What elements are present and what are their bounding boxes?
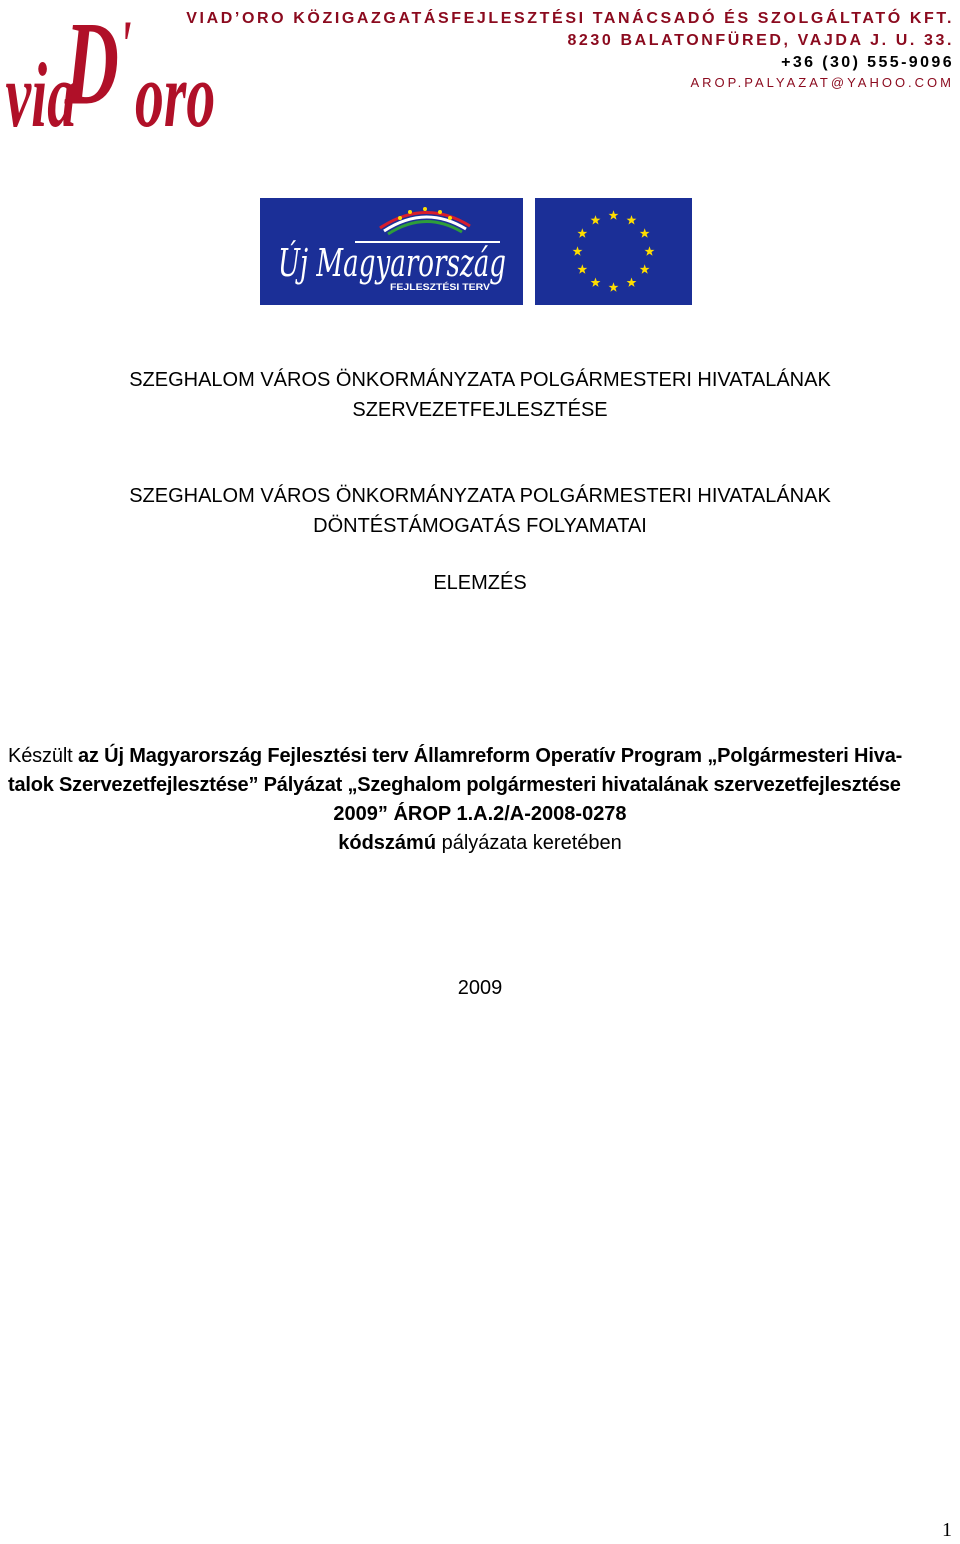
eu-star-icon [645,246,655,255]
eu-star-icon [609,210,619,219]
title-line-3: SZEGHALOM VÁROS ÖNKORMÁNYZATA POLGÁRMESTERI HIVATALÁNAK [129,485,831,507]
uj-magyarorszag-logo [260,198,523,305]
eu-star-icon [577,228,587,237]
eu-flag-graphic [535,198,692,305]
company-email-link[interactable]: AROP.PALYAZAT@YAHOO.COM [690,75,954,90]
description-program-1: az Új Magyarország Fejlesztési terv Államreform Operatív Program „Polgármesteri Hiva- [77,745,903,767]
description-line-1 [8,742,952,771]
logo-via: via [5,43,77,136]
company-header [186,8,954,92]
title-line-2: SZERVEZETFEJLESZTÉSE [352,399,608,421]
title-line-4: DÖNTÉSTÁMOGATÁS FOLYAMATAI [313,515,647,537]
hu-logo-title: Új Magyarország [278,241,506,285]
page-number: 1 [942,1519,952,1541]
document-year: 2009 [457,977,503,999]
description-line-4 [8,829,952,858]
logo-oro: oro [135,43,216,136]
eu-star-icon [609,282,619,291]
description-suffix: pályázata keretében [436,832,622,854]
title-line-1: SZEGHALOM VÁROS ÖNKORMÁNYZATA POLGÁRMESTERI HIVATALÁNAK [129,369,831,391]
eu-star-icon [591,277,601,286]
description-prefix: Készült [8,745,78,767]
company-address: 8230 BALATONFÜRED, VAJDA J. U. 33. [567,32,954,49]
eu-star-icon [640,264,650,273]
eu-star-icon [577,264,587,273]
eu-star-icon [640,228,650,237]
eu-star-icon [573,246,583,255]
description-paragraph [8,742,952,858]
eu-flag [535,198,692,305]
company-phone: +36 (30) 555-9096 [781,54,954,71]
hu-logo-subtitle: FEJLESZTÉSI TERV [390,282,490,292]
eu-star-icon [627,277,637,286]
company-name: VIAD’ORO KÖZIGAZGATÁSFEJLESZTÉSI TANÁCSADÓ ÉS SZOLGÁLTATÓ KFT. [186,10,954,27]
title-line-5: ELEMZÉS [433,572,527,594]
description-line-2: talok Szervezetfejlesztése” Pályázat „Szeghalom polgármesteri hivatalának szervezetfejlesztése [8,774,901,796]
uj-magyarorszag-graphic [260,198,523,305]
eu-star-icon [591,215,601,224]
description-line-3: 2009” ÁROP 1.A.2/A-2008-0278 [333,803,627,825]
eu-star-icon [627,215,637,224]
description-code-label: kódszámú [338,832,437,854]
logo-d: D [64,6,119,130]
logo-apostrophe: ' [119,6,132,85]
